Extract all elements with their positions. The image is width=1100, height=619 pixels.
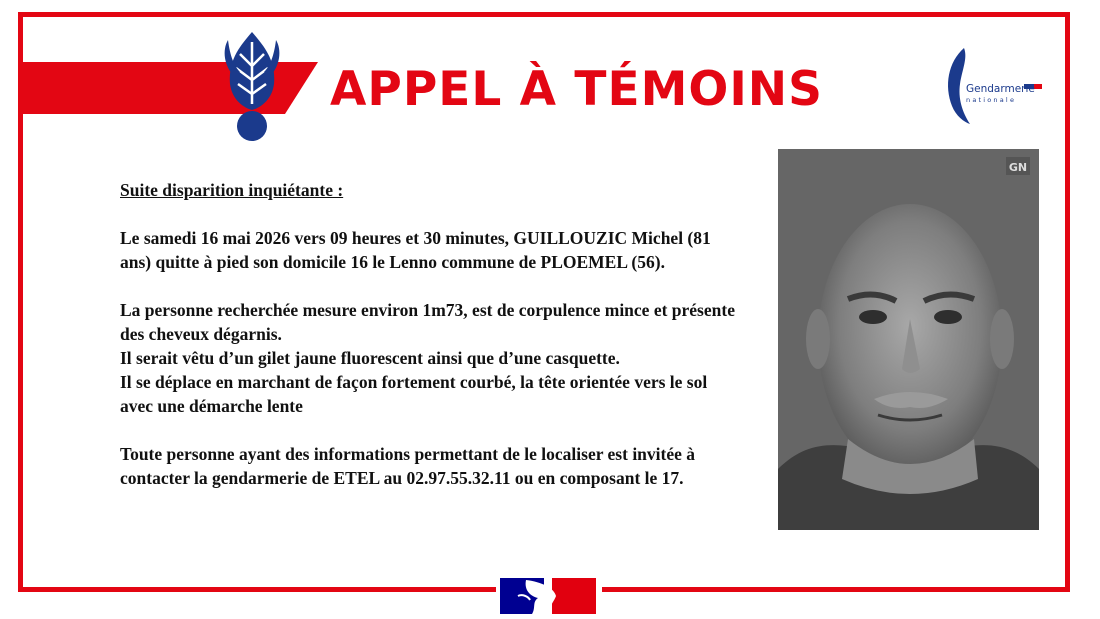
description-line: La personne recherchée mesure environ 1m73, est de corpulence mince et présente des cheveux dégarnis. [120,300,735,344]
description-paragraph [120,298,740,418]
photo-watermark: GN [1008,161,1028,174]
disappearance-paragraph: Le samedi 16 mai 2026 vers 09 heures et 30 minutes, GUILLOUZIC Michel (81 ans) quitte à pied son domicile 16 le Lenno commune de PLOEMEL (56). [120,228,711,272]
contact-paragraph: Toute personne ayant des informations permettant de le localiser est invitée à contacter la gendarmerie de ETEL au 02.97.55.32.11 ou en composant le 17. [120,444,696,488]
republique-francaise-logo [496,574,602,616]
gendarmerie-logo-text: Gendarmerie [966,83,1035,95]
notice-body [120,178,740,490]
gendarmerie-flame-icon [218,26,286,144]
notice-subtitle: Suite disparition inquiétante : [120,180,344,200]
description-line: Il serait vêtu d’un gilet jaune fluorescent ainsi que d’une casquette. [120,348,620,368]
description-line: Il se déplace en marchant de façon fortement courbé, la tête orientée vers le sol avec une démarche lente [120,372,708,416]
missing-person-photo [778,149,1039,530]
nationale-logo-text: nationale [966,96,1017,104]
page-title: APPEL À TÉMOINS [330,62,823,117]
